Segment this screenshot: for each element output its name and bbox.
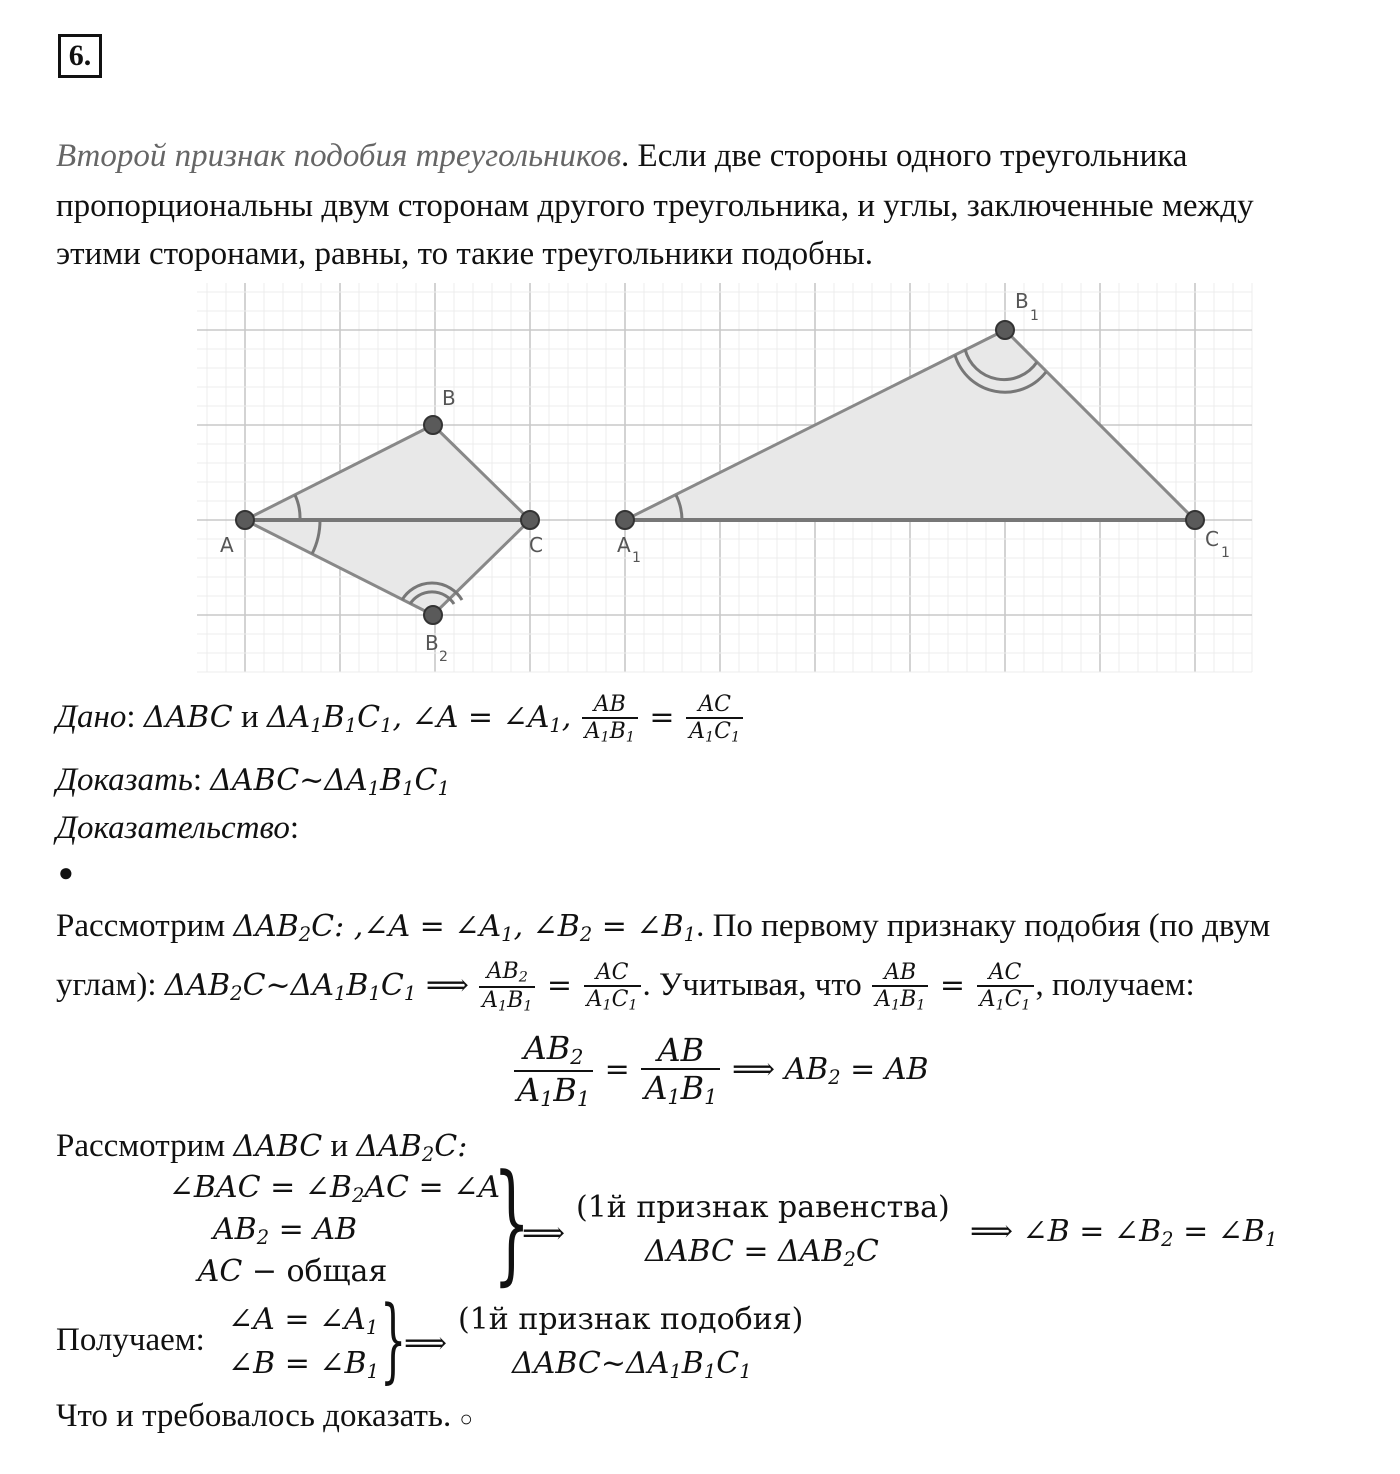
label-A1-sub: 1 [632,550,641,566]
point-C1 [1186,511,1204,529]
triangle-AB2C [245,520,530,615]
label-B1-sub: 1 [1030,308,1039,324]
system1-criterion: (1й признак равенства) [576,1190,950,1225]
system1-brace: } [493,1146,531,1298]
step1-similar: $\Delta AB_2C\sim\Delta A_1B_1C_1$ ⟹ [164,968,469,1005]
ending-line [56,1392,473,1443]
system1-arrow: ⟹ [522,1216,566,1251]
system2-arrow: ⟹ [404,1326,448,1361]
ending-text: Что и требовалось доказать. [56,1398,452,1434]
point-B [424,416,442,434]
theorem-line-2: пропорциональны двум сторонам другого треугольника, и углы, заключенные между [56,188,1254,224]
system1-result: ⟹ ∠B = $\angle B_2$ = $\angle B_1$ [970,1214,1278,1251]
theorem-line-3: этими сторонами, равны, то такие треугольники подобны. [56,236,873,272]
label-B2: B [425,631,439,655]
step1-getting: , получаем: [1035,967,1195,1003]
label-B: B [442,386,456,410]
system2-row1: ∠A = $\angle A_1$ [228,1302,379,1339]
point-B1 [996,321,1014,339]
given-line [56,692,745,750]
end-mark: ○ [459,1406,473,1431]
label-C1-sub: 1 [1221,545,1230,561]
step1-intro: Рассмотрим [56,908,226,944]
step1-line2 [56,955,1195,1024]
prove-label: Доказать [56,762,193,798]
triangles-figure [0,0,1400,700]
step1-ratio-1: $\frac{AB_2}{A_1B_1}$ = $\frac{AC}{A_1C_1}$ [477,968,642,1003]
given-tri1: ΔABC [143,700,233,736]
step1-considering: . Учитывая, что [642,967,862,1003]
step2-tri2: $\Delta AB_2C$: [356,1129,468,1166]
theorem-text-1: . Если две стороны одного треугольника [621,138,1188,174]
step2-intro: Рассмотрим [56,1128,226,1164]
prove-line: Доказать: $\Delta ABC\sim\Delta A_1B_1C_1$ [56,762,450,800]
system2-label: Получаем: [56,1322,205,1358]
task-number: 6. [58,34,102,78]
system2-row2: ∠B = $\angle B_1$ [228,1346,379,1383]
bullet: ● [58,858,74,887]
label-A: A [220,533,234,557]
label-C: C [529,533,543,557]
point-A1 [616,511,634,529]
step2-tri1: ΔABC [233,1129,323,1164]
given-label: Дано [56,699,127,736]
equation-ab2-ab: $\frac{AB_2}{A_1B_1}$ = $\frac{AB}{A_1B_1}$ ⟹ $AB_2$ = AB [512,1030,929,1112]
system1-row1: ∠BAC = $\angle B_2AC$ = ∠A [168,1170,500,1207]
system2-criterion: (1й признак подобия) [458,1302,804,1337]
system1-row3: AC − общая [197,1254,388,1289]
point-C [521,511,539,529]
step1-line1 [56,902,1270,959]
point-B2 [424,606,442,624]
system1-row2: $AB_2$ = AB [212,1212,358,1249]
label-B2-sub: 2 [439,649,448,665]
point-A [236,511,254,529]
step1-ratio-2: $\frac{AB}{A_1B_1}$ = $\frac{AC}{A_1C_1}$ [870,968,1035,1003]
system2-conclusion: $\Delta ABC\sim\Delta A_1B_1C_1$ [512,1346,752,1383]
theorem-title: Второй признак подобия треугольников [56,138,622,174]
system2-brace: } [380,1286,407,1393]
step2-and: и [322,1128,357,1164]
step1-tail: . По первому признаку подобия (по двум [696,908,1271,944]
given-ratio: $\frac{AB}{A_1B_1}$ = $\frac{AC}{A_1C_1}$ [580,700,745,735]
proof-label-line: Доказательство: [56,810,300,846]
label-B1: B [1015,289,1029,313]
prove-statement: $\Delta ABC\sim\Delta A_1B_1C_1$ [210,763,450,800]
label-C1: C [1205,527,1219,551]
given-tri2: $\Delta A_1B_1C_1$, ∠A = $\angle A_1$, [266,700,572,738]
given-colon: : [126,699,136,736]
step1-line2-start: углам): [56,967,157,1003]
given-and: и [232,699,267,736]
triangle-ABC [245,425,530,520]
system1-conclusion: $\Delta ABC = \Delta AB_2C$ [645,1234,879,1271]
label-A1: A [617,533,631,557]
proof-label: Доказательство [56,810,290,846]
step1-tri: $\Delta AB_2C$: ,∠A = $\angle A_1$, $\angle B_2$ = $\angle B_1$ [233,909,697,946]
